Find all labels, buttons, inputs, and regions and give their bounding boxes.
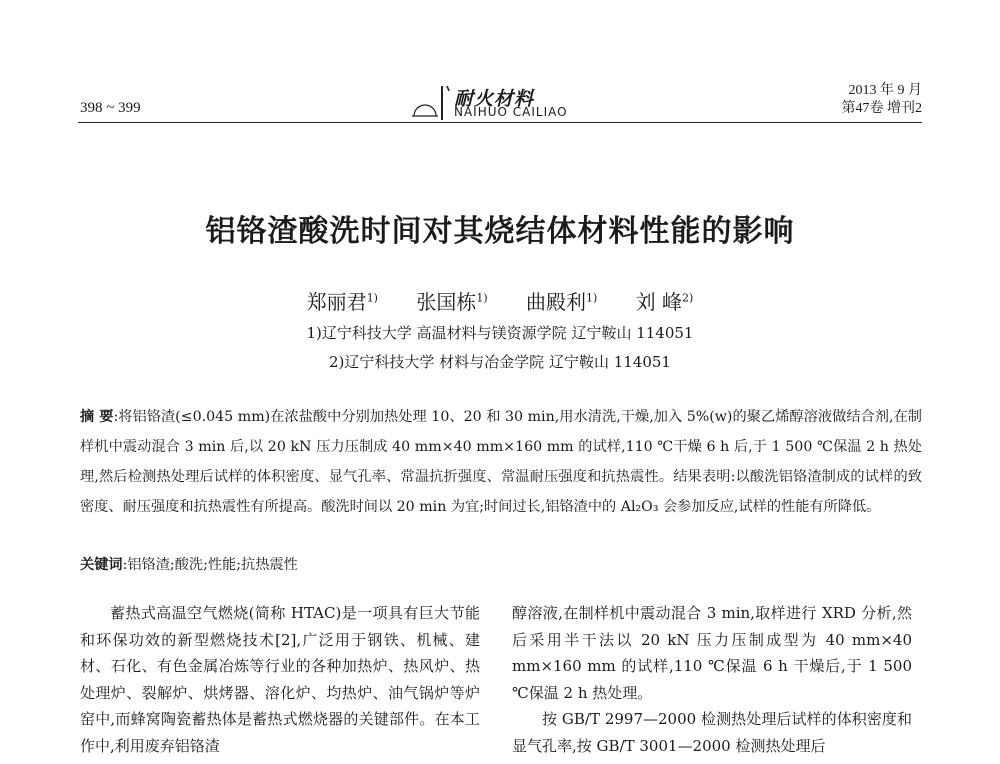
journal-name-en: NAIHUO CAILIAO	[454, 105, 568, 119]
issue-volume: 第47卷 增刊2	[841, 101, 922, 116]
author-name: 张国栋	[416, 290, 477, 314]
author-name: 刘 峰	[635, 290, 683, 314]
body-column-right	[512, 600, 912, 759]
affiliation-1: 1)辽宁科技大学 高温材料与镁资源学院 辽宁鞍山 114051	[306, 324, 694, 342]
author-affiliation-mark: 1)	[586, 291, 598, 305]
body-paragraph: 按 GB/T 2997—2000 检测热处理后试样的体积密度和显气孔率,按 GB/T 3001—2000 检测热处理后	[512, 710, 912, 755]
keywords-text: :铝铬渣;酸洗;性能;抗热震性	[122, 557, 298, 573]
header-rule	[78, 122, 922, 123]
body-column-left: 蓄热式高温空气燃烧(简称 HTAC)是一项具有巨大节能和环保功效的新型燃烧技术[2],广泛用于钢铁、机械、建材、石化、有色金属冶炼等行业的各种加热炉、热风炉、热处理炉、裂解炉、烘烤器、溶化炉、均热炉、油气锅炉等炉窑中,而蜂窝陶瓷蓄热体是蓄热式燃烧器的关键部件。在本工作中,利用废弃铝铬渣	[80, 604, 480, 755]
journal-emblem-icon	[408, 82, 454, 122]
author-name: 郑丽君	[306, 290, 367, 314]
author-name: 曲殿利	[526, 290, 586, 314]
author-affiliation-mark: 1)	[476, 291, 488, 305]
article-title: 铝铬渣酸洗时间对其烧结体材料性能的影响	[205, 214, 795, 249]
abstract	[80, 402, 922, 522]
author	[526, 286, 597, 315]
abstract-label: 摘 要	[80, 409, 114, 425]
issue-info	[842, 82, 923, 118]
author	[416, 286, 487, 315]
journal-name-cn: 耐火材料	[454, 88, 535, 110]
author	[307, 286, 378, 315]
page-range: 398 ~ 399	[80, 100, 141, 116]
affiliation-2: 2)辽宁科技大学 材料与冶金学院 辽宁鞍山 114051	[329, 353, 671, 371]
body-paragraph: 醇溶液,在制样机中震动混合 3 min,取样进行 XRD 分析,然后采用半干法以 20 kN 压力压制成型为 40 mm×40 mm×160 mm 的试样,110 ℃保温 6 h 干燥后,于 1 500 ℃保温 2 h 热处理。	[512, 604, 912, 702]
keywords-label: 关键词	[80, 557, 123, 573]
issue-date: 2013 年 9 月	[848, 83, 922, 98]
journal-logo	[408, 80, 608, 122]
author	[636, 286, 694, 315]
author-affiliation-mark: 2)	[682, 291, 694, 305]
keywords	[80, 552, 922, 578]
author-affiliation-mark: 1)	[366, 291, 378, 305]
author-list	[0, 286, 1000, 315]
abstract-text: :将铝铬渣(≤0.045 mm)在浓盐酸中分别加热处理 10、20 和 30 min,用水清洗,干燥,加入 5%(w)的聚乙烯醇溶液做结合剂,在制样机中震动混合 3 min 后,以 20 kN 压力压制成 40 mm×40 mm×160 mm 的试样,110 ℃干燥 6 h 后,于 1 500 ℃保温 2 h 热处理,然后检测热处理后试样的体积密度、显气孔率、常温抗折强度、常温耐压强度和抗热震性。结果表明:以酸洗铝铬渣制成的试样的致密度、耐压强度和抗热震性有所提高。酸洗时间以 20 min 为宜;时间过长,铝铬渣中的 Al₂O₃ 会参加反应,试样的性能有所降低。	[80, 409, 922, 515]
